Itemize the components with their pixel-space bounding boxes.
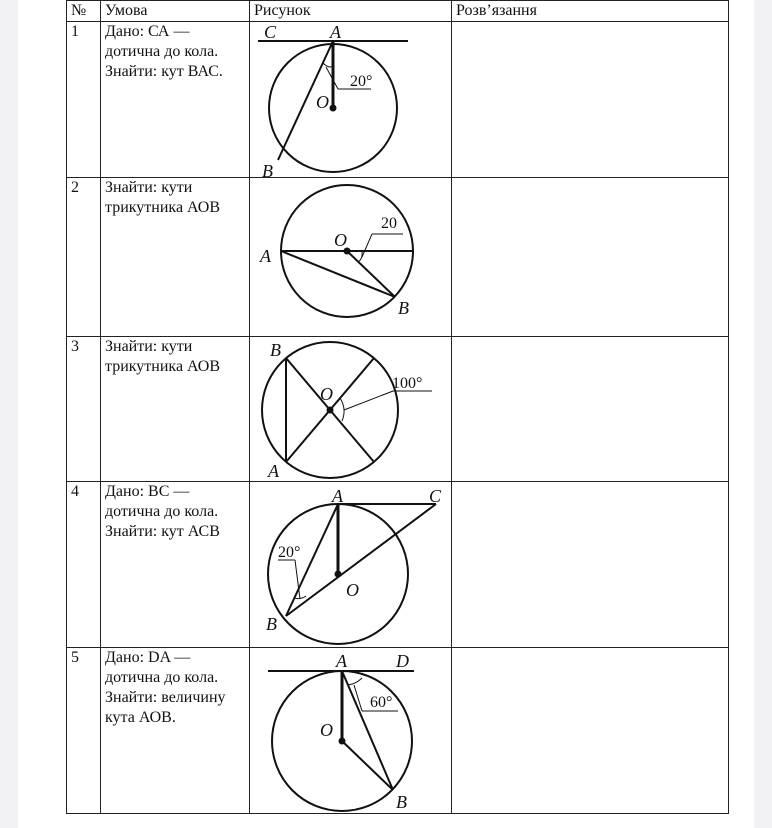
task-condition: Знайти: кути трикутника АОВ	[105, 179, 221, 216]
figure-cell	[250, 22, 452, 178]
label-point-b: B	[270, 340, 281, 360]
task-condition: Знайти: кути трикутника АОВ	[105, 338, 221, 375]
figure-cell	[250, 178, 452, 337]
task-row-1	[67, 22, 729, 178]
label-point-a: A	[336, 651, 347, 671]
worksheet-table	[66, 0, 729, 814]
label-angle: 20°	[278, 544, 301, 561]
figure-cell	[250, 337, 452, 482]
figure-tangent-circle-4	[250, 482, 450, 647]
figure-diameter-circle-2	[250, 178, 450, 336]
task-row-2	[67, 178, 729, 337]
label-point-c: C	[264, 22, 277, 42]
figure-tangent-circle-1	[250, 22, 450, 177]
label-point-o: O	[316, 92, 329, 112]
solution-cell[interactable]	[452, 648, 729, 814]
figure-cell	[250, 648, 452, 814]
label-point-o: O	[334, 230, 347, 250]
label-angle: 60°	[370, 694, 393, 711]
label-point-b: B	[266, 614, 277, 634]
label-point-b: B	[396, 792, 407, 812]
label-point-o: O	[320, 384, 333, 404]
header-row	[67, 1, 729, 22]
label-angle: 20	[381, 215, 397, 232]
label-point-o: O	[346, 580, 359, 600]
task-row-3	[67, 337, 729, 482]
task-condition: Дано: DA — дотична до кола. Знайти: величину кута АОВ.	[105, 649, 226, 726]
solution-cell[interactable]	[452, 178, 729, 337]
solution-cell[interactable]	[452, 482, 729, 648]
task-number: 3	[67, 337, 101, 482]
label-point-a: A	[330, 22, 341, 42]
label-angle: 20°	[350, 73, 373, 90]
label-point-c: C	[429, 486, 442, 506]
task-number: 4	[67, 482, 101, 648]
task-condition: Дано: ВС — дотична до кола. Знайти: кут АСВ	[105, 483, 220, 540]
label-point-a: A	[260, 246, 271, 266]
header-num: №	[67, 1, 101, 22]
label-point-a: A	[268, 461, 279, 481]
label-point-a: A	[332, 486, 343, 506]
label-point-b: B	[398, 298, 409, 318]
task-number: 2	[67, 178, 101, 337]
task-number: 5	[67, 648, 101, 814]
label-point-o: O	[320, 720, 333, 740]
task-condition: Дано: СА — дотична до кола. Знайти: кут ВАС.	[105, 23, 223, 80]
figure-cell	[250, 482, 452, 648]
label-angle: 100°	[392, 375, 423, 392]
label-point-d: D	[396, 651, 409, 671]
solution-cell[interactable]	[452, 337, 729, 482]
header-solution: Розв’язання	[452, 1, 729, 22]
task-number: 1	[67, 22, 101, 178]
figure-crossing-chords-3	[250, 337, 450, 481]
worksheet-page	[18, 0, 754, 828]
header-figure: Рисунок	[250, 1, 452, 22]
solution-cell[interactable]	[452, 22, 729, 178]
label-point-b: B	[262, 161, 273, 177]
task-row-5	[67, 648, 729, 814]
figure-tangent-circle-5	[250, 648, 450, 813]
header-condition: Умова	[101, 1, 250, 22]
task-row-4	[67, 482, 729, 648]
